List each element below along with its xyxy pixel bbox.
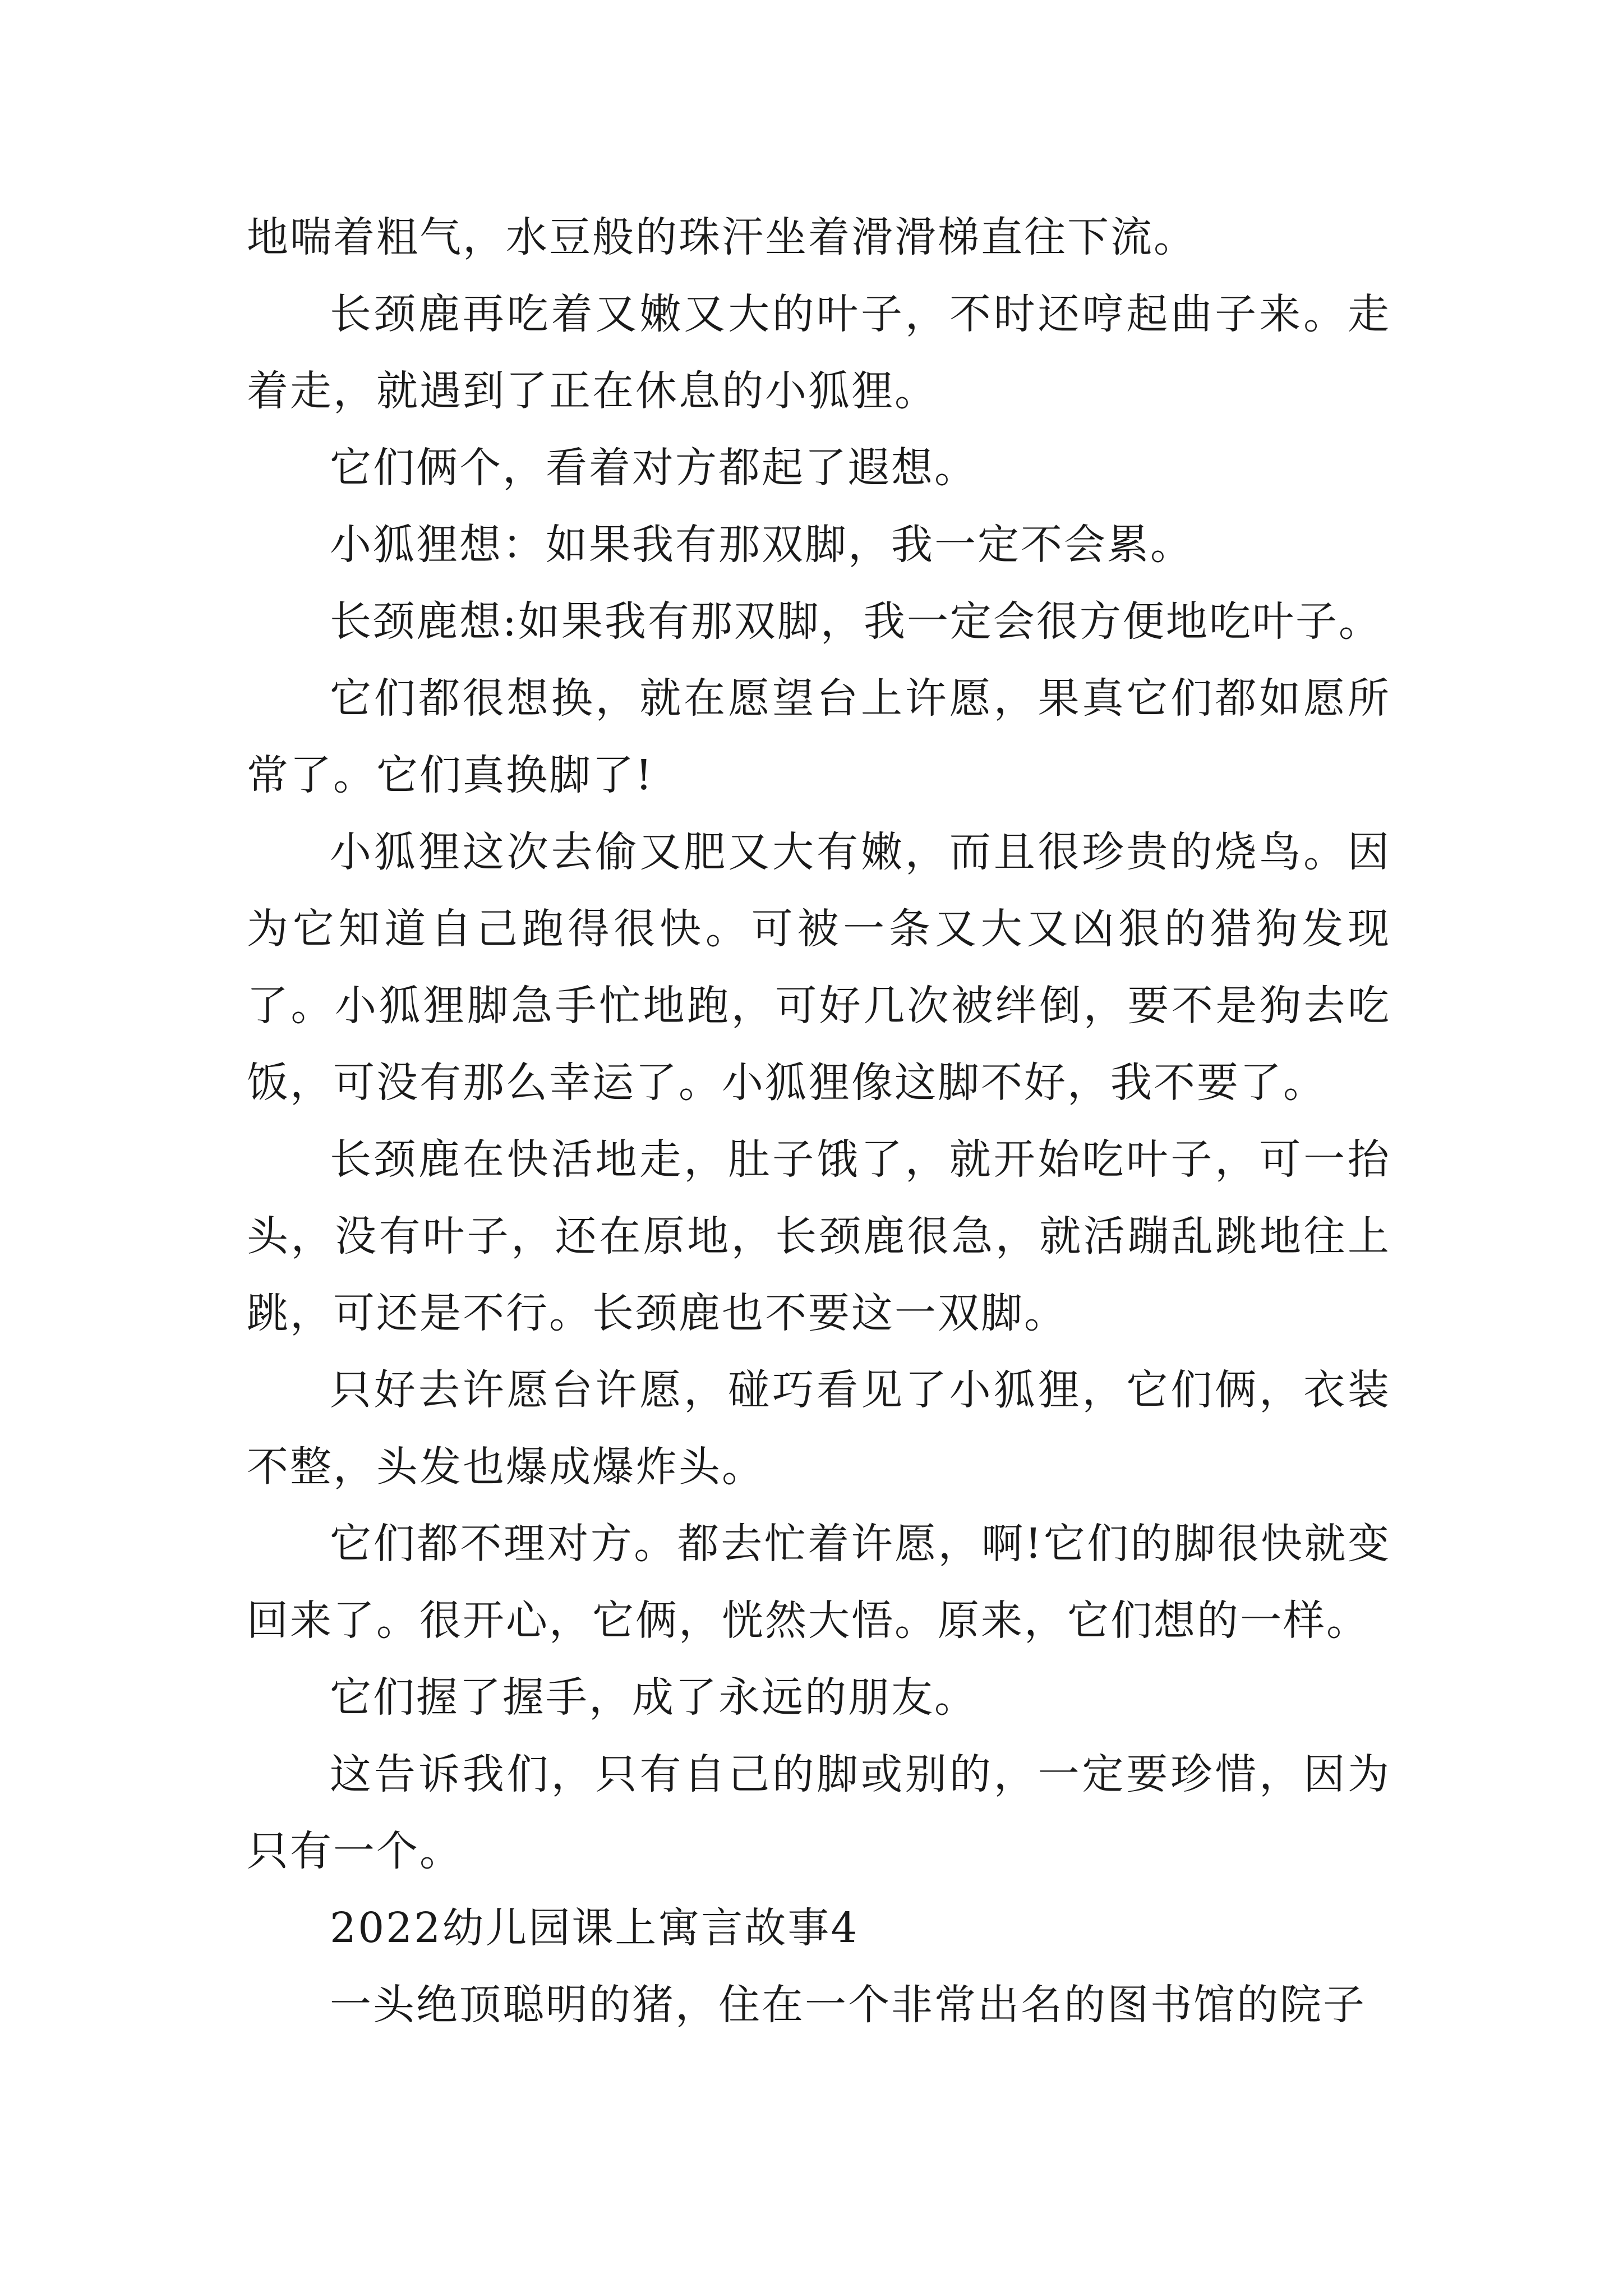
section-heading: 2022幼儿园课上寓言故事4 bbox=[330, 1904, 859, 1952]
paragraph-4: 小狐狸想：如果我有那双脚，我一定不会累。 bbox=[330, 521, 1193, 569]
paragraph-8: 长颈鹿在快活地走，肚子饿了，就开始吃叶子，可一抬头，没有叶子，还在原地，长颈鹿很急，就活蹦乱跳地往上跳，可还是不行。长颈鹿也不要这一双脚。 bbox=[247, 1135, 1391, 1337]
paragraph-14: 一头绝顶聪明的猪，住在一个非常出名的图书馆的院子 bbox=[330, 1981, 1366, 2029]
document-body bbox=[247, 199, 1391, 2044]
paragraph-5: 长颈鹿想:如果我有那双脚，我一定会很方便地吃叶子。 bbox=[330, 597, 1382, 646]
paragraph-12: 这告诉我们，只有自己的脚或别的，一定要珍惜，因为只有一个。 bbox=[247, 1750, 1391, 1875]
paragraph-7: 小狐狸这次去偷又肥又大有嫩，而且很珍贵的烧鸟。因为它知道自己跑得很快。可被一条又大又凶狠的猎狗发现了。小狐狸脚急手忙地跑，可好几次被绊倒，要不是狗去吃饭，可没有那么幸运了。小狐狸像这脚不好，我不要了。 bbox=[247, 828, 1391, 1107]
paragraph-1: 地喘着粗气，水豆般的珠汗坐着滑滑梯直往下流。 bbox=[247, 213, 1197, 261]
paragraph-3: 它们俩个，看着对方都起了遐想。 bbox=[330, 444, 978, 492]
paragraph-2: 长颈鹿再吃着又嫩又大的叶子，不时还哼起曲子来。走着走，就遇到了正在休息的小狐狸。 bbox=[247, 290, 1391, 415]
paragraph-11: 它们握了握手，成了永远的朋友。 bbox=[330, 1673, 978, 1722]
paragraph-9: 只好去许愿台许愿，碰巧看见了小狐狸，它们俩，衣装不整，头发也爆成爆炸头。 bbox=[247, 1366, 1391, 1491]
paragraph-6: 它们都很想换，就在愿望台上许愿，果真它们都如愿所常了。它们真换脚了! bbox=[247, 674, 1391, 799]
paragraph-10: 它们都不理对方。都去忙着许愿，啊!它们的脚很快就变回来了。很开心，它俩，恍然大悟。原来，它们想的一样。 bbox=[247, 1520, 1391, 1645]
